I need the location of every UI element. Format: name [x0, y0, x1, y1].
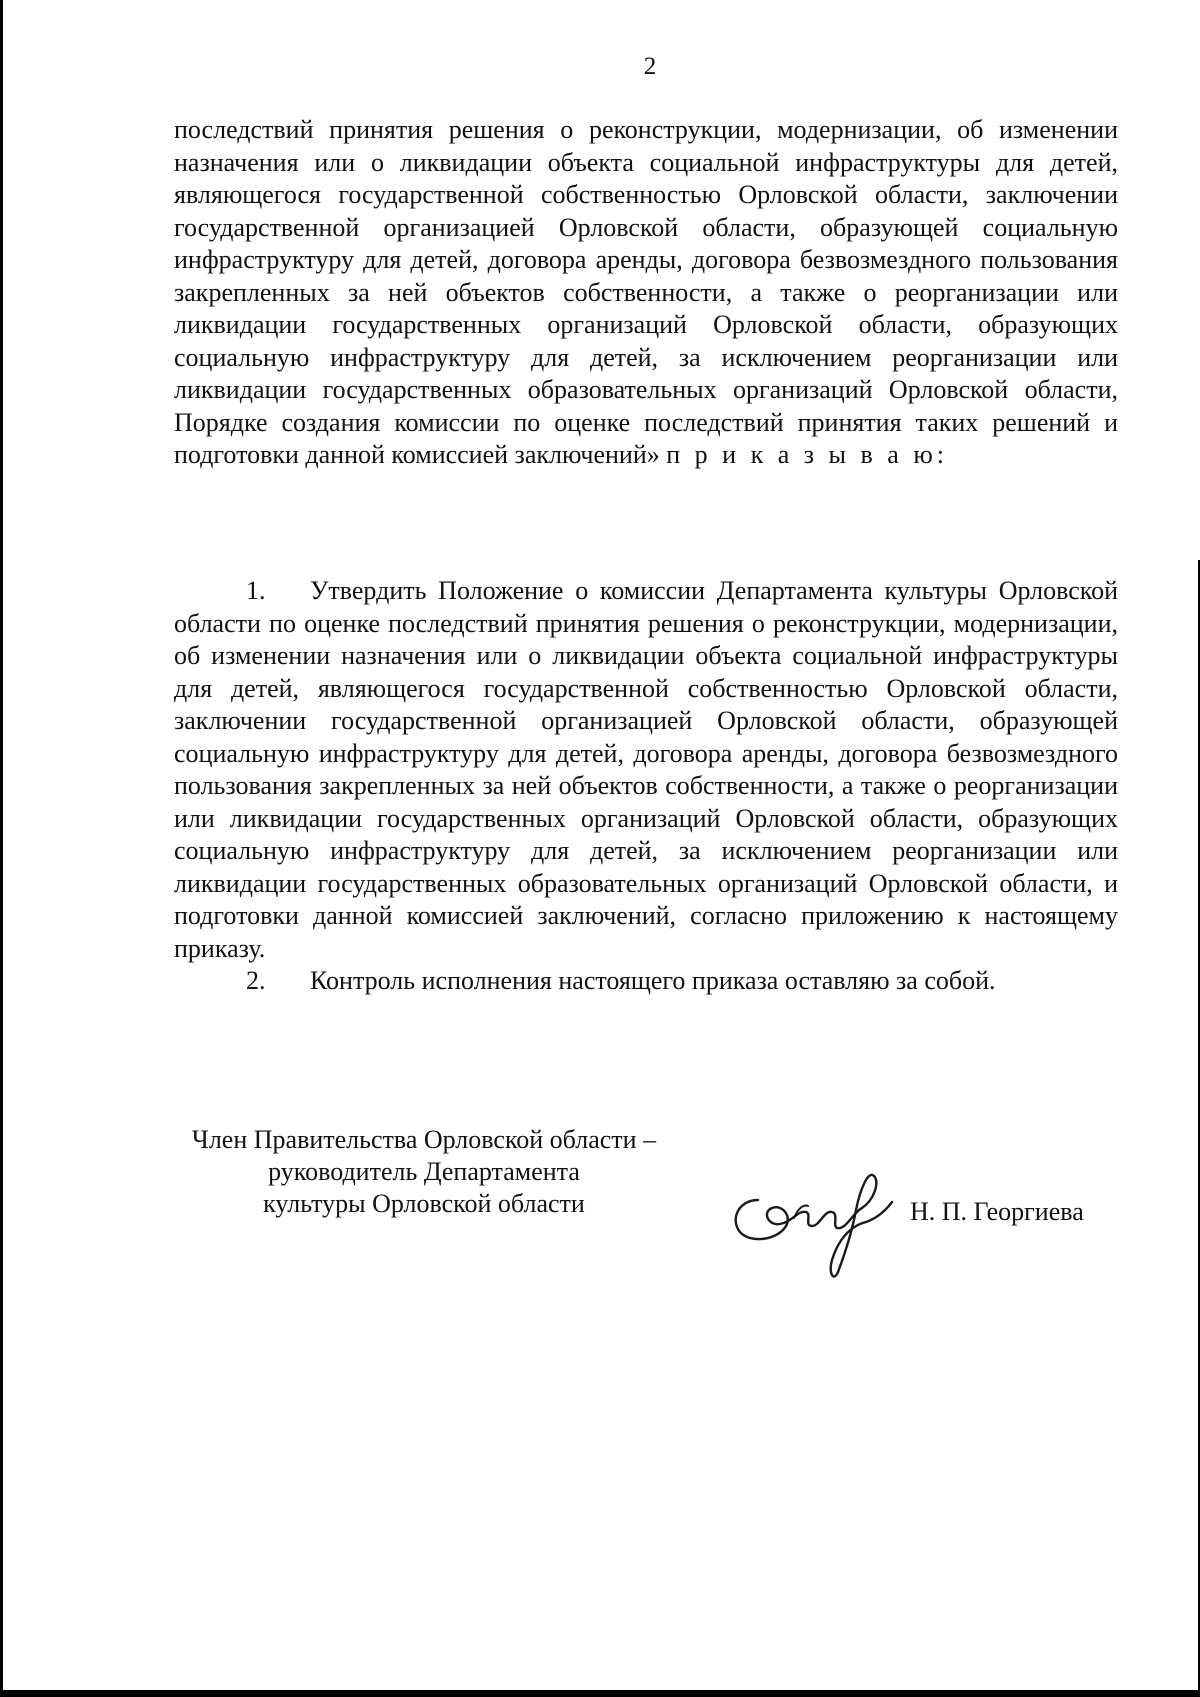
order-item-number: 2. [246, 966, 266, 995]
signatory-position-line: руководитель Департамента [268, 1157, 580, 1186]
order-item-1 [174, 575, 1118, 965]
signatory-position-line: культуры Орловской области [263, 1189, 585, 1218]
order-word: п р и к а з ы в а ю: [666, 440, 948, 469]
handwritten-signature [728, 1160, 898, 1280]
scan-edge-left [0, 0, 3, 1697]
signatory-position-line: Член Правительства Орловской области – [191, 1125, 657, 1154]
scan-edge-bottom [0, 1690, 1200, 1697]
order-item-text: Утвердить Положение о комиссии Департамента культуры Орловской области по оценке последствий принятия решения о реконструкции, модернизации, об изменении назначения или о ликвидации объекта социальной инфраструктуры для детей, являющегося государственной собственностью Орловской области, заключении государственной организацией Орловской области, образующей социальную инфраструктуру для детей, договора аренды, договора безвозмездного пользования закрепленных за ней объектов собственности, а также о реорганизации или ликвидации государственных организаций Орловской области, образующих социальную инфраструктуру для детей, за исключением реорганизации или ликвидации государственных образовательных организаций Орловской области, и подготовки данной комиссией заключений, согласно приложению к настоящему приказу. [174, 576, 1118, 963]
order-item-text: Контроль исполнения настоящего приказа оставляю за собой. [310, 966, 996, 995]
page-number: 2 [643, 53, 657, 80]
intro-text: последствий принятия решения о реконструкции, модернизации, об изменении назначения или о ликвидации объекта социальной инфраструктуры для детей, являющегося государственной собственностью Орловской области, заключении государственной организацией Орловской области, образующей социальную инфраструктуру для детей, договора аренды, договора безвозмездного пользования закрепленных за ней объектов собственности, а также о реорганизации или ликвидации государственных организаций Орловской области, образующих социальную инфраструктуру для детей, за исключением реорганизации или ликвидации государственных образовательных организаций Орловской области, Порядке создания комиссии по оценке последствий принятия таких решений и подготовки данной комиссией заключений» [174, 115, 1118, 469]
order-item-2 [174, 965, 1118, 998]
signatory-position [164, 1124, 684, 1220]
signatory-name: Н. П. Георгиева [910, 1197, 1084, 1226]
intro-paragraph [174, 114, 1118, 472]
order-item-number: 1. [246, 576, 266, 605]
order-items [174, 575, 1118, 998]
